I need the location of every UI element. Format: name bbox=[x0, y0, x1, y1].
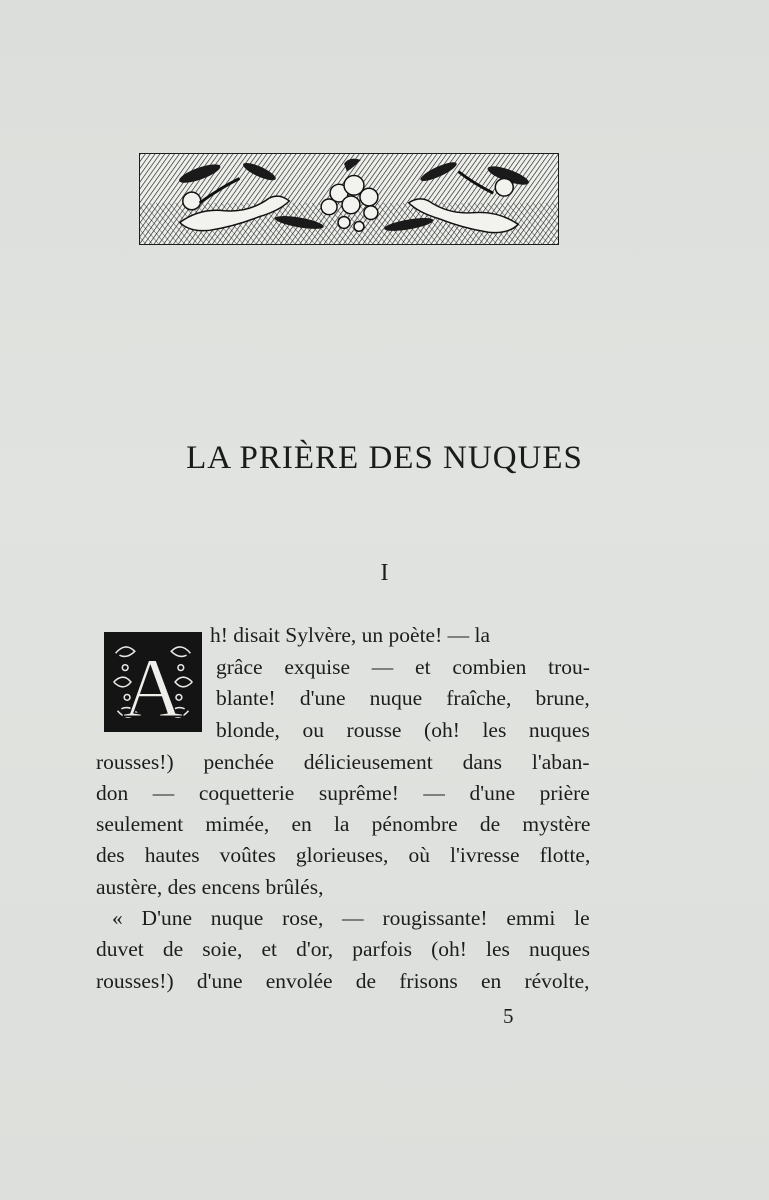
engraved-vignette bbox=[139, 153, 559, 245]
page-number: 5 bbox=[503, 1004, 514, 1028]
body-line-8: des hautes voûtes glorieuses, où l'ivresse flotte, bbox=[96, 843, 591, 867]
ornamental-drop-cap bbox=[104, 632, 202, 732]
chapter-number: I bbox=[380, 560, 389, 586]
vignette-illustration bbox=[140, 154, 558, 244]
body-line-3: blante! d'une nuque fraîche, brune, bbox=[216, 686, 590, 710]
drop-cap-illustration bbox=[106, 634, 200, 730]
body-line-1 bbox=[210, 623, 590, 648]
body-line-2: grâce exquise — et combien trou- bbox=[216, 655, 590, 679]
body-line-6: don — coquetterie suprême! — d'une prière bbox=[96, 781, 590, 805]
body-line-12: rousses!) d'une envolée de frisons en révolte, bbox=[96, 969, 590, 993]
body-line-10: « D'une nuque rose, — rougissante! emmi le bbox=[112, 906, 590, 930]
drop-cap-letter: A bbox=[122, 642, 184, 730]
body-line-9: austère, des encens brûlés, bbox=[96, 875, 324, 899]
body-line-11: duvet de soie, et d'or, parfois (oh! les nuques bbox=[96, 937, 590, 961]
body-line-7: seulement mimée, en la pénombre de mystère bbox=[96, 812, 591, 836]
body-line-4: blonde, ou rousse (oh! les nuques bbox=[216, 718, 590, 742]
chapter-title: LA PRIÈRE DES NUQUES bbox=[186, 440, 583, 476]
body-line-5: rousses!) penchée délicieusement dans l'aban- bbox=[96, 750, 590, 774]
body-line-1-text: h! disait Sylvère, un poète! — la bbox=[210, 623, 491, 647]
